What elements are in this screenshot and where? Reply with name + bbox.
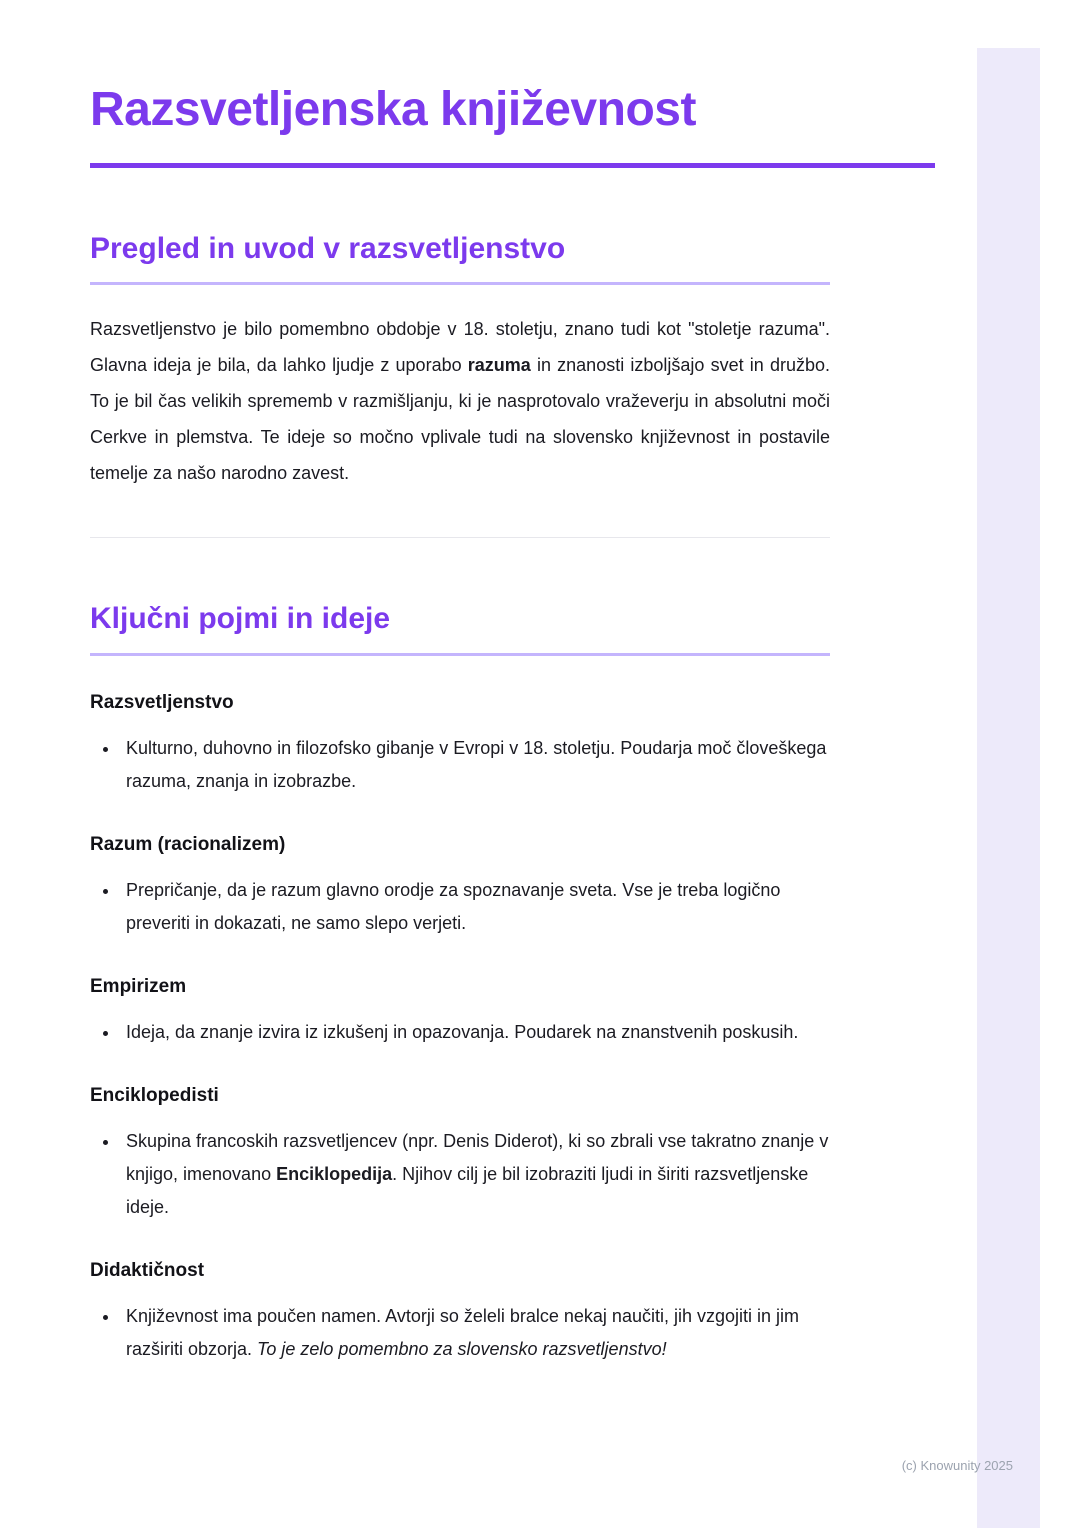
term-bullet-list — [90, 1016, 830, 1049]
term-heading: Razsvetljenstvo — [90, 691, 234, 713]
section-divider — [90, 537, 830, 538]
term-block-enciklopedisti — [90, 1085, 935, 1224]
term-bullet: • Kulturno, duhovno in filozofsko gibanje v Evropi v 18. stoletju. Poudarja moč človeškega razuma, znanja in izobrazbe. — [120, 732, 830, 798]
term-bullet: • Ideja, da znanje izvira iz izkušenj in opazovanja. Poudarek na znanstvenih poskusih. — [120, 1016, 830, 1049]
section-intro — [90, 232, 935, 492]
term-bullet-list — [90, 1300, 830, 1366]
term-block-didakticnost — [90, 1260, 935, 1366]
term-bullet: • Prepričanje, da je razum glavno orodje za spoznavanje sveta. Vse je treba logično preveriti in dokazati, ne samo slepo verjeti. — [120, 874, 830, 940]
side-strip — [977, 48, 1040, 1528]
section-heading-concepts: Ključni pojmi in ideje — [90, 602, 830, 656]
section-concepts — [90, 602, 935, 1366]
term-bullet: • Skupina francoskih razsvetljencev (npr. Denis Diderot), ki so zbrali vse takratno znanje v knjigo, imenovano Enciklopedija. Njihov cilj je bil izobraziti ljudi in širiti razsvetljenske ideje. — [120, 1125, 830, 1224]
term-bullet: • Književnost ima poučen namen. Avtorji so želeli bralce nekaj naučiti, jih vzgojiti in jim razširiti obzorja. To je zelo pomembno za slovensko razsvetljenstvo! — [120, 1300, 830, 1366]
term-heading: Empirizem — [90, 975, 187, 997]
intro-paragraph: Razsvetljenstvo je bilo pomembno obdobje v 18. stoletju, znano tudi kot "stoletje razuma". Glavna ideja je bila, da lahko ljudje z uporabo razuma in znanosti izboljšajo svet in družbo. To je bil čas velikih sprememb v razmišljanju, ki je nasprotovalo vraževerju in absolutni moči Cerkve in plemstva. Te ideje so močno vplivale tudi na slovensko književnost in postavile temelje za našo narodno zavest. — [90, 319, 830, 484]
term-block-razsvetljenstvo — [90, 692, 935, 798]
term-heading: Didaktičnost — [90, 1259, 205, 1281]
term-bullet-list — [90, 1125, 830, 1224]
term-bullet-list — [90, 732, 830, 798]
term-block-empirizem — [90, 976, 935, 1049]
term-bullet-list — [90, 874, 830, 940]
copyright-note: (c) Knowunity 2025 — [901, 1458, 1013, 1473]
document-page — [90, 0, 935, 1366]
page-title: Razsvetljenska književnost — [90, 83, 696, 136]
title-rule — [90, 163, 935, 168]
term-block-razum — [90, 834, 935, 940]
term-heading: Enciklopedisti — [90, 1084, 219, 1106]
section-heading-intro: Pregled in uvod v razsvetljenstvo — [90, 232, 830, 286]
term-heading: Razum (racionalizem) — [90, 833, 286, 855]
